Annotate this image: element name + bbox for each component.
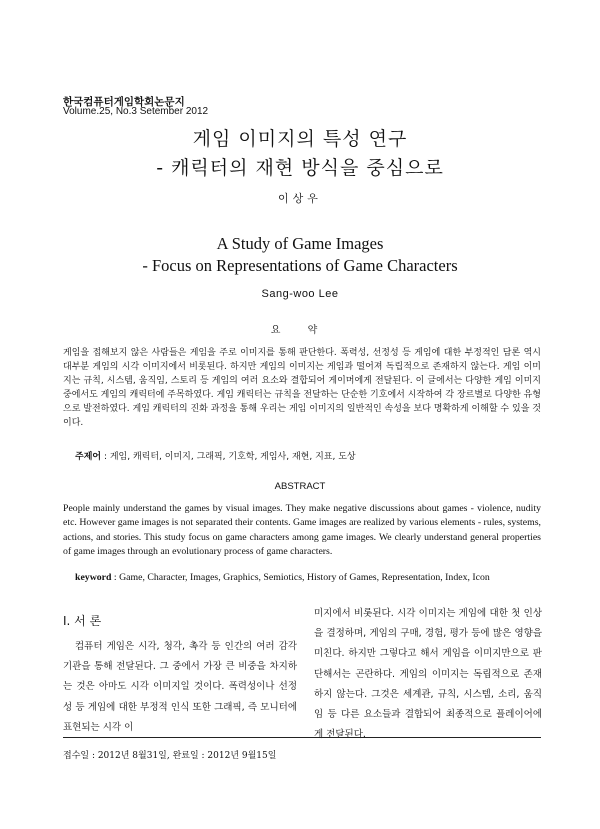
keywords-korean-label: 주제어 [75, 452, 102, 462]
body-text-left: 컴퓨터 게임은 시각, 청각, 촉각 등 인간의 여러 감각기관을 통해 전달된다. 그 중에서 가장 큰 비중을 차지하는 것은 아마도 시각 이미지일 것이다. 폭력성이나 선정성 등 게임에 대한 부정적 인식 또한 그래픽, 즉 모니터에 표현되는 시각 이 [63, 641, 297, 733]
keywords-korean-list: : 게임, 캐릭터, 이미지, 그래픽, 기호학, 게임사, 재현, 지표, 도상 [101, 452, 356, 462]
abstract-korean [63, 346, 541, 430]
body-column-right [314, 604, 542, 745]
keywords-english-list: : Game, Character, Images, Graphics, Semiotics, History of Games, Representation, Index, Icon [111, 572, 490, 583]
footnote-dates: 접수일 : 2012년 8월31일, 완료일 : 2012년 9월15일 [63, 751, 277, 761]
title-korean-line2: - 캐릭터의 재현 방식을 중심으로 [156, 157, 444, 179]
abstract-english-text: People mainly understand the games by visual images. They make negative discussions about games - violence, nudity etc. However game images is not separated their contents. Game images are realized by various elements - rules, systems, actions, and stories. This study focus on game characters among game images. We clearly understand general properties of game images through an evolutionary process of game characters. [63, 503, 541, 557]
journal-volume: Volume.25, No.3 Setember 2012 [63, 106, 209, 117]
keywords-english-label: keyword [75, 572, 112, 583]
keywords-english [75, 572, 490, 583]
section-heading-introduction: Ⅰ. 서 론 [63, 614, 102, 628]
author-english: Sang-woo Lee [261, 288, 339, 300]
title-korean-line1: 게임 이미지의 특성 연구 [192, 128, 408, 150]
abstract-english [63, 502, 541, 559]
title-english-line2: - Focus on Representations of Game Characters [142, 256, 458, 275]
journal-name: 한국컴퓨터게임학회논문지 [63, 96, 185, 108]
body-column-left [63, 637, 297, 738]
abstract-korean-text: 게임을 접해보지 않은 사람들은 게임을 주로 이미지를 통해 판단한다. 폭력성, 선정성 등 게임에 대한 부정적인 담론 역시 대부분 게임의 시각 이미지에서 비롯된다. 하지만 게임의 이미지는 게임과 떨어져 독립적으로 존재하지 않는다. 게임 이미지는 규칙, 시스템, 움직임, 스토리 등 게임의 여러 요소와 결합되어 게이머에게 전달된다. 이 글에서는 다양한 게임 이미지 중에서도 게임의 캐릭터에 주목하였다. 게임 캐릭터는 규칙을 전달하는 단순한 기호에서 시작하여 각 장르별로 다양한 유형으로 발전하였다. 게임 캐릭터의 진화 과정을 통해 우리는 게임 이미지의 일반적인 속성을 보다 명확하게 이해할 수 있을 것이다. [63, 348, 541, 428]
author-korean: 이상우 [278, 192, 322, 205]
footnote-divider [63, 737, 541, 738]
abstract-korean-heading: 요 약 [270, 325, 330, 336]
title-english-line1: A Study of Game Images [216, 234, 384, 253]
keywords-korean [75, 449, 356, 462]
abstract-english-heading: ABSTRACT [274, 481, 326, 492]
body-text-right: 미지에서 비롯된다. 시각 이미지는 게임에 대한 첫 인상을 결정하며, 게임의 구매, 경험, 평가 등에 많은 영향을 미친다. 하지만 그렇다고 해서 게임을 이미지만으로 판단해서는 곤란하다. 게임의 이미지는 독립적으로 존재하지 않는다. 그것은 세계관, 규칙, 시스템, 소리, 움직임 등 다른 요소들과 결합되어 최종적으로 플레이어에게 전달된다. [314, 608, 542, 741]
